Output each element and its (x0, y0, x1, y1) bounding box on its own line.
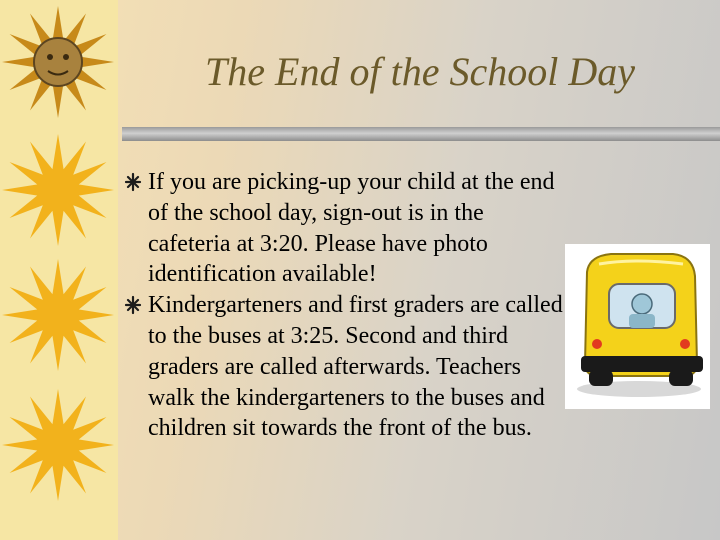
sun-icon (2, 134, 114, 246)
school-bus-icon (565, 244, 710, 409)
star-bullet-icon (124, 170, 142, 194)
bullet-list (124, 167, 564, 444)
bullet-item (124, 167, 564, 290)
sun-icon (2, 259, 114, 371)
sun-strip (0, 0, 118, 540)
bullet-text: Kindergarteners and first graders are called to the buses at 3:25. Second and third graders are called afterwards. Teachers walk the kindergarteners to the buses and children sit towards the front of the bus. (148, 292, 563, 442)
star-bullet-icon (124, 293, 142, 317)
bullet-text: If you are picking-up your child at the end of the school day, sign-out is in the cafeteria at 3:20. Please have photo identification available! (148, 169, 555, 288)
sun-face-icon (2, 6, 114, 118)
bullet-item (124, 290, 564, 444)
sun-decoration (0, 0, 118, 540)
title-divider (122, 127, 720, 141)
school-bus-picture (565, 244, 710, 409)
slide-title: The End of the School Day (205, 49, 635, 94)
sun-icon (2, 389, 114, 501)
